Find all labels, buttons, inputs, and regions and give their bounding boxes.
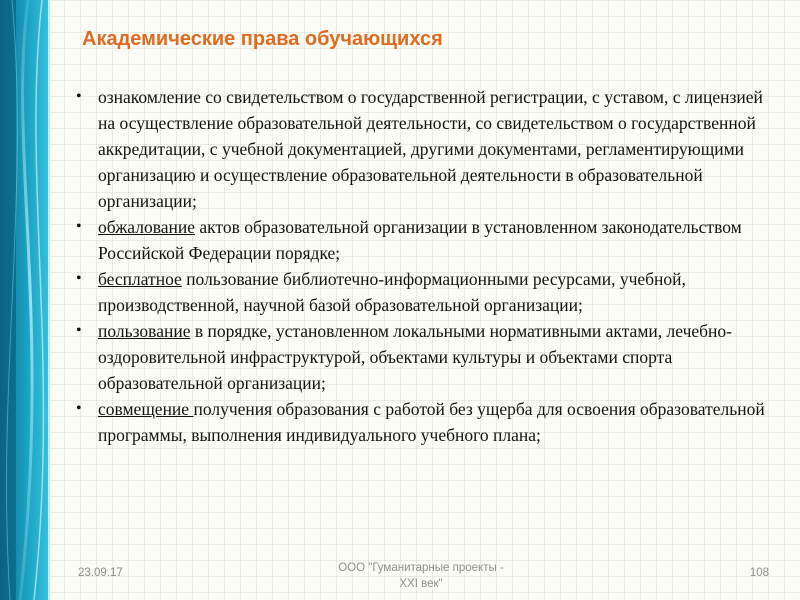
decorative-side-band [0,0,50,600]
item-text: пользование библиотечно-информационными ресурсами, учебной, производственной, научной базой образовательной организации; [98,269,686,315]
list-item [76,214,776,266]
item-text: актов образовательной организации в установленном законодательством Российской Федерации порядке; [98,217,742,263]
slide-title: Академические права обучающихся [82,28,443,50]
item-emphasis: обжалование [98,217,196,237]
item-emphasis: пользование [98,321,191,341]
bullet-icon: • [76,322,82,339]
list-item [76,318,776,396]
list-item [76,266,776,318]
item-text: в порядке, установленном локальными нормативными актами, лечебно-оздоровительной инфраструктурой, объектами культуры и объектами спорта образовательной организации; [98,321,732,393]
footer-date: 23.09.17 [78,567,123,579]
page-number: 108 [749,567,769,579]
footer-organization [304,560,538,592]
bullet-icon: • [76,400,82,417]
item-emphasis: совмещение [98,399,194,419]
footer-org-line-1: ООО "Гуманитарные проекты - [338,562,504,574]
list-item [76,396,776,448]
bullet-icon: • [76,88,82,105]
bullet-icon: • [76,270,82,287]
item-emphasis: бесплатное [98,269,182,289]
item-text: ознакомление со свидетельством о государственной регистрации, с уставом, с лицензией на осуществление образовательной деятельности, со свидетельством о государственной аккредитации, с учебной документацией, другими документами, регламентирующими организацию и осуществление образовательной деятельности в образовательной организации; [98,87,763,211]
list-item [76,84,776,214]
bullet-icon: • [76,218,82,235]
bullet-list [76,84,776,448]
footer-org-line-2: XXI век" [399,578,443,590]
item-text: получения образования с работой без ущерба для освоения образовательной программы, выполнения индивидуального учебного плана; [98,399,765,445]
